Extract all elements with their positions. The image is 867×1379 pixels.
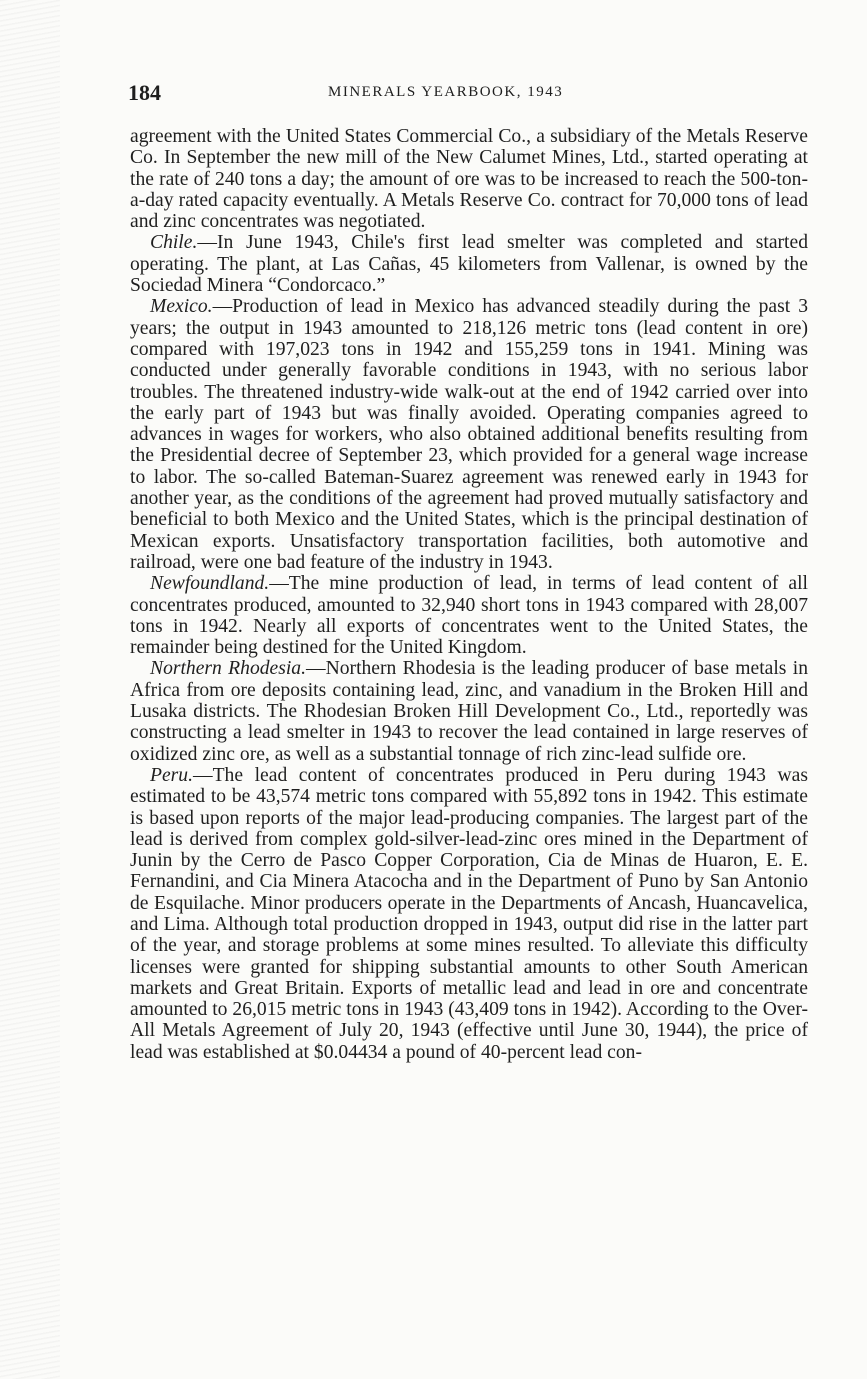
country-heading: Northern Rhodesia. <box>150 658 306 680</box>
paragraph-continuation <box>130 126 808 232</box>
paragraph-text: —Production of lead in Mexico has advanced steadily during the past 3 years; the output in 1943 amounted to 218,126 metric tons (lead content in ore) compared with 197,023 tons in 1942 and 155,259 tons in 1941. Mining was conducted under generally favorable conditions in 1943, with no serious labor troubles. The threatened industry-wide walk-out at the end of 1942 carried over into the early part of 1943 but was finally avoided. Operating companies agreed to advances in wages for workers, who also obtained additional benefits resulting from the Presidential decree of September 23, which provided for a general wage increase to labor. The so-called Bateman-Suarez agreement was renewed early in 1943 for another year, as the conditions of the agreement had proved mutually satisfactory and beneficial to both Mexico and the United States, which is the principal destination of Mexican exports. Unsatisfactory transportation facilities, both automotive and railroad, were one bad feature of the industry in 1943. <box>130 296 808 573</box>
scan-edge-shadow <box>0 0 60 1379</box>
country-heading: Peru. <box>150 764 193 786</box>
paragraph-text: —In June 1943, Chile's first lead smelter was completed and started operating. The plant, at Las Cañas, 45 kilometers from Vallenar, is owned by the Sociedad Minera “Condorcaco.” <box>130 232 808 297</box>
page-header <box>128 80 808 104</box>
paragraph-text: agreement with the United States Commercial Co., a subsidiary of the Metals Reserve Co. In September the new mill of the New Calumet Mines, Ltd., started operating at the rate of 240 tons a day; the amount of ore was to be increased to reach the 500-ton-a-day rated capacity eventually. A Metals Reserve Co. contract for 70,000 tons of lead and zinc concentrates was negotiated. <box>130 126 808 233</box>
paragraph-text: —The lead content of concentrates produced in Peru during 1943 was estimated to be 43,574 metric tons compared with 55,892 tons in 1942. This estimate is based upon reports of the major lead-producing companies. The largest part of the lead is derived from complex gold-silver-lead-zinc ores mined in the Department of Junin by the Cerro de Pasco Copper Corporation, Cia de Minas de Huaron, E. E. Fernandini, and Cia Minera Atacocha and in the Department of Puno by San Antonio de Esquilache. Minor producers operate in the Departments of Ancash, Huancavelica, and Lima. Although total production dropped in 1943, output did rise in the latter part of the year, and storage problems at some mines resulted. To alleviate this difficulty licenses were granted for shipping substantial amounts to other South American markets and Great Britain. Exports of metallic lead and lead in ore and concentrate amounted to 26,015 metric tons in 1943 (43,409 tons in 1942). According to the Over-All Metals Agreement of July 20, 1943 (effective until June 30, 1944), the price of lead was established at $0.04434 a pound of 40-percent lead con- <box>130 764 808 1063</box>
paragraph-text: —The mine production of lead, in terms of lead content of all concentrates produced, amounted to 32,940 short tons in 1943 compared with 28,007 tons in 1942. Nearly all exports of concentrates went to the United States, the remainder being destined for the United Kingdom. <box>130 573 808 659</box>
running-head: MINERALS YEARBOOK, 1943 <box>328 84 564 100</box>
paragraph-peru <box>130 765 808 1063</box>
body-text <box>130 126 808 1063</box>
page-number: 184 <box>128 80 161 105</box>
paragraph-newfoundland <box>130 573 808 658</box>
paragraph-northern-rhodesia <box>130 658 808 764</box>
paragraph-text: —Northern Rhodesia is the leading producer of base metals in Africa from ore deposits containing lead, zinc, and vanadium in the Broken Hill and Lusaka districts. The Rhodesian Broken Hill Development Co., Ltd., reportedly was constructing a lead smelter in 1943 to recover the lead contained in large reserves of oxidized zinc ore, as well as a substantial tonnage of rich zinc-lead sulfide ore. <box>130 658 808 765</box>
paragraph-chile <box>130 232 808 296</box>
country-heading: Mexico. <box>150 296 213 318</box>
country-heading: Newfoundland. <box>150 573 270 595</box>
country-heading: Chile. <box>150 232 198 254</box>
paragraph-mexico <box>130 296 808 573</box>
